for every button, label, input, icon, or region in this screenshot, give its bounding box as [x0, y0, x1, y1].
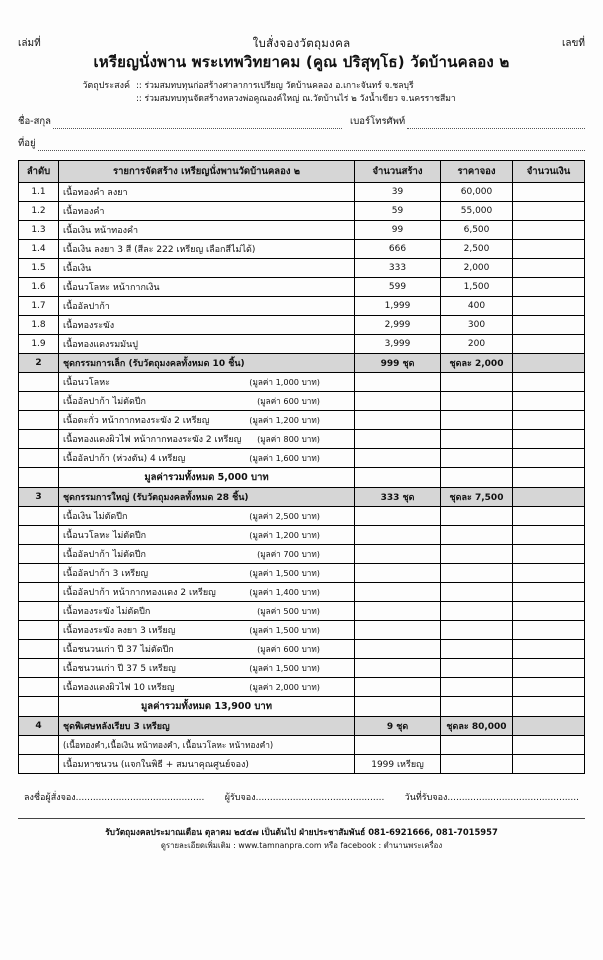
- cell-description: [59, 582, 355, 601]
- cell-description: [59, 372, 355, 391]
- cell-amount: [513, 601, 585, 620]
- cell-price: [441, 544, 513, 563]
- subitem-value: (มูลค่า 1,200 บาท): [249, 414, 320, 425]
- phone-input-line[interactable]: [407, 118, 585, 129]
- purpose-label: วัตถุประสงค์: [82, 81, 130, 92]
- cell-amount: [513, 677, 585, 696]
- table-subitem-row: [19, 544, 585, 563]
- cell-amount[interactable]: [513, 716, 585, 735]
- cell-amount: [513, 582, 585, 601]
- cell-no: [19, 391, 59, 410]
- cell-price: [441, 391, 513, 410]
- cell-amount[interactable]: [513, 315, 585, 334]
- cell-no: 1.2: [19, 201, 59, 220]
- cell-description: เนื้อนวโลหะ หน้ากากเงิน: [59, 277, 355, 296]
- cell-amount[interactable]: [513, 258, 585, 277]
- cell-price: [441, 620, 513, 639]
- subitem-name: เนื้ออัลปาก้า ไม่ตัดปีก: [63, 549, 146, 560]
- cell-price: [441, 372, 513, 391]
- cell-price: [441, 754, 513, 773]
- cell-price: 55,000: [441, 201, 513, 220]
- cell-quantity: 666: [355, 239, 441, 258]
- cell-amount[interactable]: [513, 220, 585, 239]
- cell-price: 200: [441, 334, 513, 353]
- cell-description: [59, 429, 355, 448]
- address-row: [18, 136, 585, 151]
- cell-description: [59, 410, 355, 429]
- cell-amount: [513, 696, 585, 716]
- cell-quantity: [355, 601, 441, 620]
- subitem-value: (มูลค่า 800 บาท): [257, 433, 320, 444]
- subitem-value: (มูลค่า 2,500 บาท): [249, 510, 320, 521]
- cell-price: ชุดละ 2,000: [441, 353, 513, 372]
- cell-amount: [513, 735, 585, 754]
- order-table: [18, 160, 585, 774]
- phone-field[interactable]: [350, 114, 585, 129]
- cell-amount[interactable]: [513, 239, 585, 258]
- cell-no: 1.8: [19, 315, 59, 334]
- table-subitem-row: [19, 563, 585, 582]
- cell-no: [19, 582, 59, 601]
- cell-no: [19, 372, 59, 391]
- cell-description: ชุดพิเศษหลังเรียบ 3 เหรียญ: [59, 716, 355, 735]
- table-note-row: [19, 735, 585, 754]
- cell-no: [19, 410, 59, 429]
- cell-price: 2,000: [441, 258, 513, 277]
- cell-no: 1.4: [19, 239, 59, 258]
- cell-no: [19, 696, 59, 716]
- table-row: [19, 258, 585, 277]
- book-number-label: เล่มที่: [18, 38, 41, 49]
- cell-total-text: มูลค่ารวมทั้งหมด 5,000 บาท: [59, 467, 355, 487]
- cell-quantity: [355, 582, 441, 601]
- cell-no: 4: [19, 716, 59, 735]
- cell-price: [441, 696, 513, 716]
- footer-contact: รับวัตถุมงคลประมาณเดือน ตุลาคม ๒๕๕๗ เป็นต้นไป ฝ่ายประชาสัมพันธ์ 081-6921666, 081-7015957: [105, 826, 498, 837]
- subitem-name: เนื้อทองแดงผิวไฟ 10 เหรียญ: [63, 682, 175, 693]
- col-description: รายการจัดสร้าง เหรียญนั่งพานวัดบ้านคลอง ๒: [59, 160, 355, 182]
- cell-description: ชุดกรรมการใหญ่ (รับวัตถุมงคลทั้งหมด 28 ชิ้น): [59, 487, 355, 506]
- cell-no: [19, 620, 59, 639]
- table-subitem-row: [19, 525, 585, 544]
- cell-quantity: 999 ชุด: [355, 353, 441, 372]
- cell-no: 1.3: [19, 220, 59, 239]
- table-subitem-row: [19, 372, 585, 391]
- cell-amount: [513, 429, 585, 448]
- cell-description: [59, 506, 355, 525]
- subitem-name: เนื้ออัลปาก้า (ห่วงตัน) 4 เหรียญ: [63, 453, 186, 464]
- cell-quantity: [355, 696, 441, 716]
- purpose-block: [18, 80, 585, 107]
- doc-number-label: เลขที่: [562, 38, 585, 49]
- purpose-lines: [136, 80, 585, 107]
- table-row: [19, 277, 585, 296]
- cell-no: [19, 658, 59, 677]
- purpose-line-2: :: ร่วมสมทบทุนจัดสร้างหลวงพ่อคูณองค์ใหญ่ ณ.วัดบ้านไร่ ๒ วังน้ำเขียว จ.นครราชสีมา: [136, 94, 456, 105]
- signature-date[interactable]: วันที่รับจอง..............................................: [404, 792, 579, 803]
- cell-quantity: [355, 467, 441, 487]
- cell-no: 3: [19, 487, 59, 506]
- cell-no: [19, 601, 59, 620]
- cell-description: เนื้อทองคำ ลงยา: [59, 182, 355, 201]
- cell-price: 2,500: [441, 239, 513, 258]
- cell-amount: [513, 506, 585, 525]
- address-label: ที่อยู่: [18, 137, 36, 149]
- cell-quantity: [355, 391, 441, 410]
- subitem-name: เนื้อทองระฆัง ไม่ตัดปีก: [63, 606, 151, 617]
- form-title-block: [88, 36, 515, 72]
- cell-amount: [513, 544, 585, 563]
- cell-amount: [513, 467, 585, 487]
- cell-amount: [513, 658, 585, 677]
- subitem-name: เนื้อทองแดงผิวไฟ หน้ากากทองระฆัง 2 เหรียญ: [63, 434, 242, 445]
- phone-label: เบอร์โทรศัพท์: [350, 115, 406, 127]
- cell-quantity: 2,999: [355, 315, 441, 334]
- cell-amount: [513, 620, 585, 639]
- cell-amount: [513, 563, 585, 582]
- cell-description: [59, 639, 355, 658]
- cell-quantity: [355, 448, 441, 467]
- table-body: [19, 182, 585, 773]
- cell-amount: [513, 525, 585, 544]
- subitem-name: เนื้อทองระฆัง ลงยา 3 เหรียญ: [63, 625, 176, 636]
- cell-price: [441, 525, 513, 544]
- cell-quantity: 3,999: [355, 334, 441, 353]
- subitem-value: (มูลค่า 600 บาท): [257, 395, 320, 406]
- cell-quantity: [355, 563, 441, 582]
- cell-no: 2: [19, 353, 59, 372]
- cell-amount: [513, 639, 585, 658]
- cell-price: ชุดละ 80,000: [441, 716, 513, 735]
- table-group-header-row: [19, 353, 585, 372]
- cell-quantity: [355, 429, 441, 448]
- form-top-line: [18, 36, 585, 72]
- table-subitem-row: [19, 582, 585, 601]
- cell-price: 1,500: [441, 277, 513, 296]
- cell-quantity: [355, 677, 441, 696]
- cell-total-text: มูลค่ารวมทั้งหมด 13,900 บาท: [59, 696, 355, 716]
- cell-amount: [513, 754, 585, 773]
- cell-no: [19, 677, 59, 696]
- cell-quantity: 9 ชุด: [355, 716, 441, 735]
- cell-no: 1.9: [19, 334, 59, 353]
- address-input-line[interactable]: [38, 140, 585, 151]
- cell-no: [19, 429, 59, 448]
- cell-description: [59, 448, 355, 467]
- table-subitem-row: [19, 601, 585, 620]
- name-label: ชื่อ-สกุล: [18, 115, 51, 127]
- table-group-header-row: [19, 487, 585, 506]
- subitem-value: (มูลค่า 1,500 บาท): [249, 624, 320, 635]
- cell-quantity: 333: [355, 258, 441, 277]
- col-price: ราคาจอง: [441, 160, 513, 182]
- cell-no: [19, 448, 59, 467]
- cell-amount[interactable]: [513, 487, 585, 506]
- form-title: เหรียญนั่งพาน พระเทพวิทยาคม (คูณ ปริสุทฺโธ) วัดบ้านคลอง ๒: [93, 53, 510, 72]
- cell-description: [59, 525, 355, 544]
- cell-price: [441, 467, 513, 487]
- signature-receiver[interactable]: ผู้รับจอง.............................................: [224, 792, 385, 803]
- address-field[interactable]: [18, 136, 585, 151]
- cell-description: เนื้อเงิน หน้าทองคำ: [59, 220, 355, 239]
- cell-price: 400: [441, 296, 513, 315]
- table-header-row: [19, 160, 585, 182]
- cell-quantity: 59: [355, 201, 441, 220]
- cell-description: [59, 620, 355, 639]
- table-subitem-row: [19, 448, 585, 467]
- subitem-value: (มูลค่า 600 บาท): [257, 643, 320, 654]
- cell-quantity: 99: [355, 220, 441, 239]
- cell-quantity: [355, 639, 441, 658]
- cell-no: 1.1: [19, 182, 59, 201]
- cell-quantity: [355, 735, 441, 754]
- subitem-value: (มูลค่า 1,500 บาท): [249, 567, 320, 578]
- cell-quantity: [355, 525, 441, 544]
- subitem-name: เนื้อนวโลหะ: [63, 377, 110, 388]
- table-subitem-row: [19, 677, 585, 696]
- col-quantity: จำนวนสร้าง: [355, 160, 441, 182]
- table-subitem-row: [19, 658, 585, 677]
- name-phone-row: [18, 114, 585, 129]
- signature-buyer[interactable]: ลงชื่อผู้สั่งจอง.............................................: [24, 792, 205, 803]
- purpose-line-1: :: ร่วมสมทบทุนก่อสร้างศาลาการเปรียญ วัดบ้านคลอง อ.เกาะจันทร์ จ.ชลบุรี: [136, 81, 414, 92]
- cell-price: [441, 677, 513, 696]
- cell-quantity: [355, 506, 441, 525]
- cell-no: 1.6: [19, 277, 59, 296]
- table-row: [19, 296, 585, 315]
- cell-description: เนื้ออัลปาก้า: [59, 296, 355, 315]
- table-row: [19, 201, 585, 220]
- subitem-value: (มูลค่า 1,400 บาท): [249, 586, 320, 597]
- cell-amount: [513, 410, 585, 429]
- cell-description: เนื้อทองแดงรมมันปู: [59, 334, 355, 353]
- cell-no: [19, 506, 59, 525]
- cell-price: [441, 639, 513, 658]
- subitem-name: เนื้ออัลปาก้า ไม่ตัดปีก: [63, 396, 146, 407]
- table-row: [19, 315, 585, 334]
- table-subitem-row: [19, 506, 585, 525]
- cell-quantity: 39: [355, 182, 441, 201]
- cell-price: [441, 735, 513, 754]
- subitem-name: เนื้อชนวนเก่า ปี 37 5 เหรียญ: [63, 663, 176, 674]
- subitem-name: เนื้ออัลปาก้า 3 เหรียญ: [63, 568, 149, 579]
- cell-amount[interactable]: [513, 353, 585, 372]
- cell-quantity: [355, 410, 441, 429]
- cell-no: [19, 735, 59, 754]
- subitem-name: เนื้ออัลปาก้า หน้ากากทองแดง 2 เหรียญ: [63, 587, 216, 598]
- table-row: [19, 334, 585, 353]
- cell-no: [19, 544, 59, 563]
- cell-description: [59, 677, 355, 696]
- cell-quantity: 599: [355, 277, 441, 296]
- subitem-name: เนื้อตะกั่ว หน้ากากทองระฆัง 2 เหรียญ: [63, 415, 210, 426]
- table-subitem-row: [19, 429, 585, 448]
- cell-description: เนื้อเงิน: [59, 258, 355, 277]
- subitem-name: เนื้อชนวนเก่า ปี 37 ไม่ตัดปีก: [63, 644, 174, 655]
- subitem-value: (มูลค่า 1,600 บาท): [249, 452, 320, 463]
- name-input-line[interactable]: [53, 118, 342, 129]
- cell-price: ชุดละ 7,500: [441, 487, 513, 506]
- cell-no: [19, 467, 59, 487]
- cell-amount[interactable]: [513, 201, 585, 220]
- cell-price: [441, 448, 513, 467]
- cell-amount: [513, 372, 585, 391]
- subitem-name: เนื้อนวโลหะ ไม่ตัดปีก: [63, 530, 147, 541]
- cell-price: [441, 410, 513, 429]
- cell-quantity: 333 ชุด: [355, 487, 441, 506]
- cell-description: เนื้อทองคำ: [59, 201, 355, 220]
- cell-no: [19, 639, 59, 658]
- cell-quantity: [355, 658, 441, 677]
- cell-price: 300: [441, 315, 513, 334]
- cell-price: [441, 506, 513, 525]
- cell-description: [59, 658, 355, 677]
- cell-quantity: [355, 544, 441, 563]
- col-amount: จำนวนเงิน: [513, 160, 585, 182]
- cell-description: เนื้อทองระฆัง: [59, 315, 355, 334]
- subitem-value: (มูลค่า 700 บาท): [257, 548, 320, 559]
- cell-price: [441, 601, 513, 620]
- cell-description: เนื้อเงิน ลงยา 3 สี (สีละ 222 เหรียญ เลือกสีไม่ได้): [59, 239, 355, 258]
- cell-description: [59, 544, 355, 563]
- form-subtitle: ใบสั่งจองวัตถุมงคล: [252, 36, 351, 50]
- cell-price: 6,500: [441, 220, 513, 239]
- signature-row: [18, 790, 585, 804]
- table-subitem-row: [19, 391, 585, 410]
- cell-description: [59, 563, 355, 582]
- table-total-row: [19, 696, 585, 716]
- cell-price: [441, 658, 513, 677]
- footer-website: ดูรายละเอียดเพิ่มเติม : www.tamnanpra.com หรือ facebook : ตำนานพระเครื่อง: [160, 841, 443, 851]
- cell-amount[interactable]: [513, 334, 585, 353]
- table-subitem-row: [19, 639, 585, 658]
- table-row: [19, 754, 585, 773]
- cell-description: [59, 601, 355, 620]
- cell-description: ชุดกรรมการเล็ก (รับวัตถุมงคลทั้งหมด 10 ชิ้น): [59, 353, 355, 372]
- table-subitem-row: [19, 620, 585, 639]
- table-group-header-row: [19, 716, 585, 735]
- cell-amount[interactable]: [513, 182, 585, 201]
- cell-amount[interactable]: [513, 277, 585, 296]
- subitem-value: (มูลค่า 1,500 บาท): [249, 662, 320, 673]
- cell-price: [441, 582, 513, 601]
- cell-price: 60,000: [441, 182, 513, 201]
- cell-no: [19, 563, 59, 582]
- cell-note-text: (เนื้อทองคำ,เนื้อเงิน หน้าทองคำ, เนื้อนวโลหะ หน้าทองคำ): [59, 735, 355, 754]
- subitem-value: (มูลค่า 1,000 บาท): [249, 376, 320, 387]
- cell-amount[interactable]: [513, 296, 585, 315]
- cell-quantity: 1,999: [355, 296, 441, 315]
- subitem-value: (มูลค่า 2,000 บาท): [249, 681, 320, 692]
- cell-no: 1.5: [19, 258, 59, 277]
- cell-price: [441, 429, 513, 448]
- cell-amount: [513, 391, 585, 410]
- cell-amount: [513, 448, 585, 467]
- cell-no: 1.7: [19, 296, 59, 315]
- cell-description: เนื้อมหาชนวน (แจกในพิธี + สมนาคุณศูนย์จอง): [59, 754, 355, 773]
- table-row: [19, 220, 585, 239]
- table-subitem-row: [19, 410, 585, 429]
- col-no: ลำดับ: [19, 160, 59, 182]
- cell-price: [441, 563, 513, 582]
- table-row: [19, 182, 585, 201]
- subitem-name: เนื้อเงิน ไม่ตัดปีก: [63, 511, 128, 522]
- cell-no: [19, 525, 59, 544]
- table-row: [19, 239, 585, 258]
- cell-quantity: [355, 620, 441, 639]
- cell-quantity: [355, 372, 441, 391]
- subitem-value: (มูลค่า 1,200 บาท): [249, 529, 320, 540]
- cell-quantity: 1999 เหรียญ: [355, 754, 441, 773]
- table-total-row: [19, 467, 585, 487]
- subitem-value: (มูลค่า 500 บาท): [257, 605, 320, 616]
- footer-block: [18, 818, 585, 853]
- cell-no: [19, 754, 59, 773]
- name-field[interactable]: [18, 114, 342, 129]
- cell-description: [59, 391, 355, 410]
